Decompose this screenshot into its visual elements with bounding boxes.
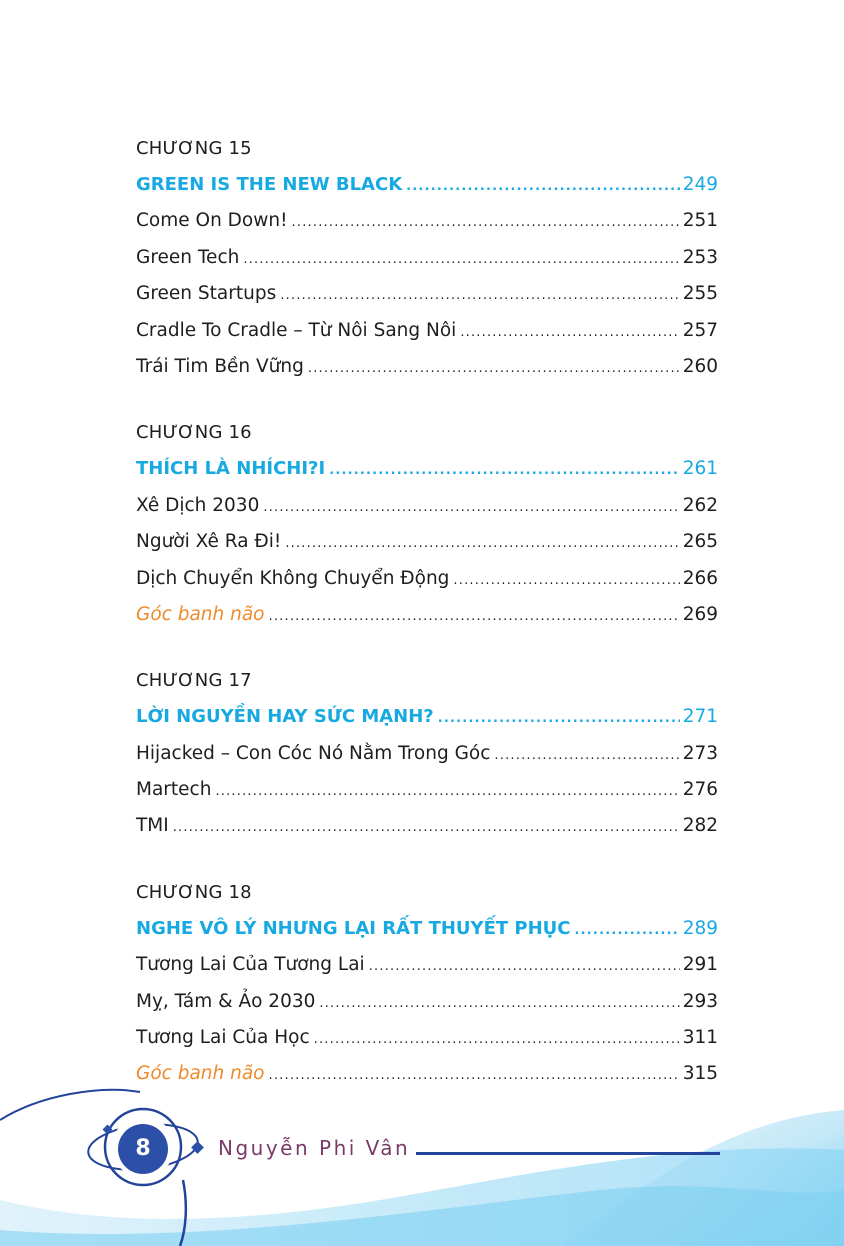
entry-title: Trái Tim Bền Vững (136, 355, 304, 377)
chapter-title-row[interactable] (136, 167, 718, 203)
leader-dots (438, 699, 680, 737)
page-ref: 262 (682, 494, 718, 516)
author-name: Nguyễn Phi Vân (218, 1136, 411, 1160)
chapter-title-row[interactable] (136, 451, 718, 487)
leader-dots (285, 524, 679, 562)
toc-entry[interactable] (136, 736, 718, 772)
page-ref: 251 (682, 210, 718, 232)
entry-title: Xê Dịch 2030 (136, 494, 260, 516)
page-ref: 269 (682, 603, 718, 625)
leader-dots (269, 597, 680, 635)
toc-entry[interactable] (136, 772, 718, 808)
entry-title: Cradle To Cradle – Từ Nôi Sang Nôi (136, 319, 457, 341)
page-ref: 255 (682, 283, 718, 305)
page-ref: 266 (682, 567, 718, 589)
toc-entry[interactable] (136, 240, 718, 276)
entry-title: TMI (136, 815, 169, 837)
leader-dots (280, 276, 679, 314)
chapter-title: GREEN IS THE NEW BLACK (136, 174, 403, 195)
toc-entry[interactable] (136, 984, 718, 1020)
entry-title: Tương Lai Của Học (136, 1027, 310, 1049)
entry-title: Come On Down! (136, 210, 288, 232)
leader-dots (292, 203, 680, 241)
chapter-17 (136, 663, 718, 845)
leader-dots (369, 947, 680, 985)
page-ref: 276 (682, 779, 718, 801)
toc-entry[interactable] (136, 947, 718, 983)
leader-dots (263, 488, 679, 526)
entry-title: Góc banh não (136, 603, 265, 625)
chapter-title: LỜI NGUYỀN HAY SỨC MẠNH? (136, 706, 434, 728)
toc-entry[interactable] (136, 488, 718, 524)
entry-title: Martech (136, 779, 212, 801)
chapter-label: CHƯƠNG 16 (136, 422, 252, 444)
chapter-label: CHƯƠNG 15 (136, 138, 252, 159)
entry-title: Hijacked – Con Cóc Nó Nằm Trong Góc (136, 742, 491, 764)
entry-title: Góc banh não (136, 1063, 265, 1085)
toc-entry[interactable] (136, 349, 718, 385)
leader-dots (269, 1056, 680, 1094)
leader-dots (406, 167, 680, 205)
leader-dots (494, 736, 679, 774)
entry-title: Green Startups (136, 283, 277, 305)
toc-entry[interactable] (136, 561, 718, 597)
page-ref: 253 (682, 246, 718, 268)
toc-entry[interactable] (136, 203, 718, 239)
leader-dots (314, 1020, 680, 1058)
chapter-title-row[interactable] (136, 699, 718, 735)
toc-entry[interactable] (136, 524, 718, 560)
page-ref: 257 (682, 319, 718, 341)
toc-entry[interactable] (136, 1020, 718, 1056)
chapter-label: CHƯƠNG 17 (136, 670, 252, 692)
toc-entry[interactable] (136, 313, 718, 349)
entry-title: Người Xê Ra Đi! (136, 531, 282, 553)
chapter-title-row[interactable] (136, 911, 718, 947)
toc-entry-extra[interactable] (136, 597, 718, 633)
leader-dots (319, 984, 679, 1022)
toc-entry[interactable] (136, 276, 718, 312)
chapter-18 (136, 875, 718, 1093)
toc-entry[interactable] (136, 808, 718, 844)
page-ref: 265 (682, 531, 718, 553)
page-ref: 282 (682, 815, 718, 837)
page-ref: 311 (682, 1027, 718, 1049)
page-ref: 271 (682, 706, 718, 728)
page-ref: 249 (682, 174, 718, 195)
page-ref: 261 (682, 458, 718, 480)
entry-title: Green Tech (136, 246, 240, 268)
chapter-label: CHƯƠNG 18 (136, 881, 252, 903)
leader-dots (329, 451, 680, 489)
toc-entry-extra[interactable] (136, 1056, 718, 1092)
leader-dots (173, 808, 680, 846)
leader-dots (460, 313, 679, 351)
page-ref: 291 (682, 954, 718, 976)
page-ref: 289 (682, 917, 718, 939)
chapter-16 (136, 415, 718, 633)
page-ref: 293 (682, 990, 718, 1012)
page-ref: 273 (682, 742, 718, 764)
entry-title: Mỵ, Tám & Ảo 2030 (136, 990, 316, 1012)
page-ref: 260 (682, 355, 718, 377)
leader-dots (243, 240, 679, 278)
page-number: 8 (118, 1124, 168, 1174)
chapter-15 (136, 131, 718, 385)
page-ref: 315 (682, 1063, 718, 1085)
leader-dots (453, 561, 679, 599)
leader-dots (308, 349, 680, 387)
table-of-contents (136, 131, 718, 1123)
entry-title: Tương Lai Của Tương Lai (136, 954, 365, 976)
author-rule (416, 1152, 720, 1155)
entry-title: Dịch Chuyển Không Chuyển Động (136, 567, 450, 589)
chapter-title: NGHE VÔ LÝ NHƯNG LẠI RẤT THUYẾT PHỤC (136, 917, 571, 939)
leader-dots (215, 772, 679, 810)
leader-dots (575, 911, 680, 949)
chapter-title: THÍCH LÀ NHÍCHI?I (136, 458, 326, 480)
